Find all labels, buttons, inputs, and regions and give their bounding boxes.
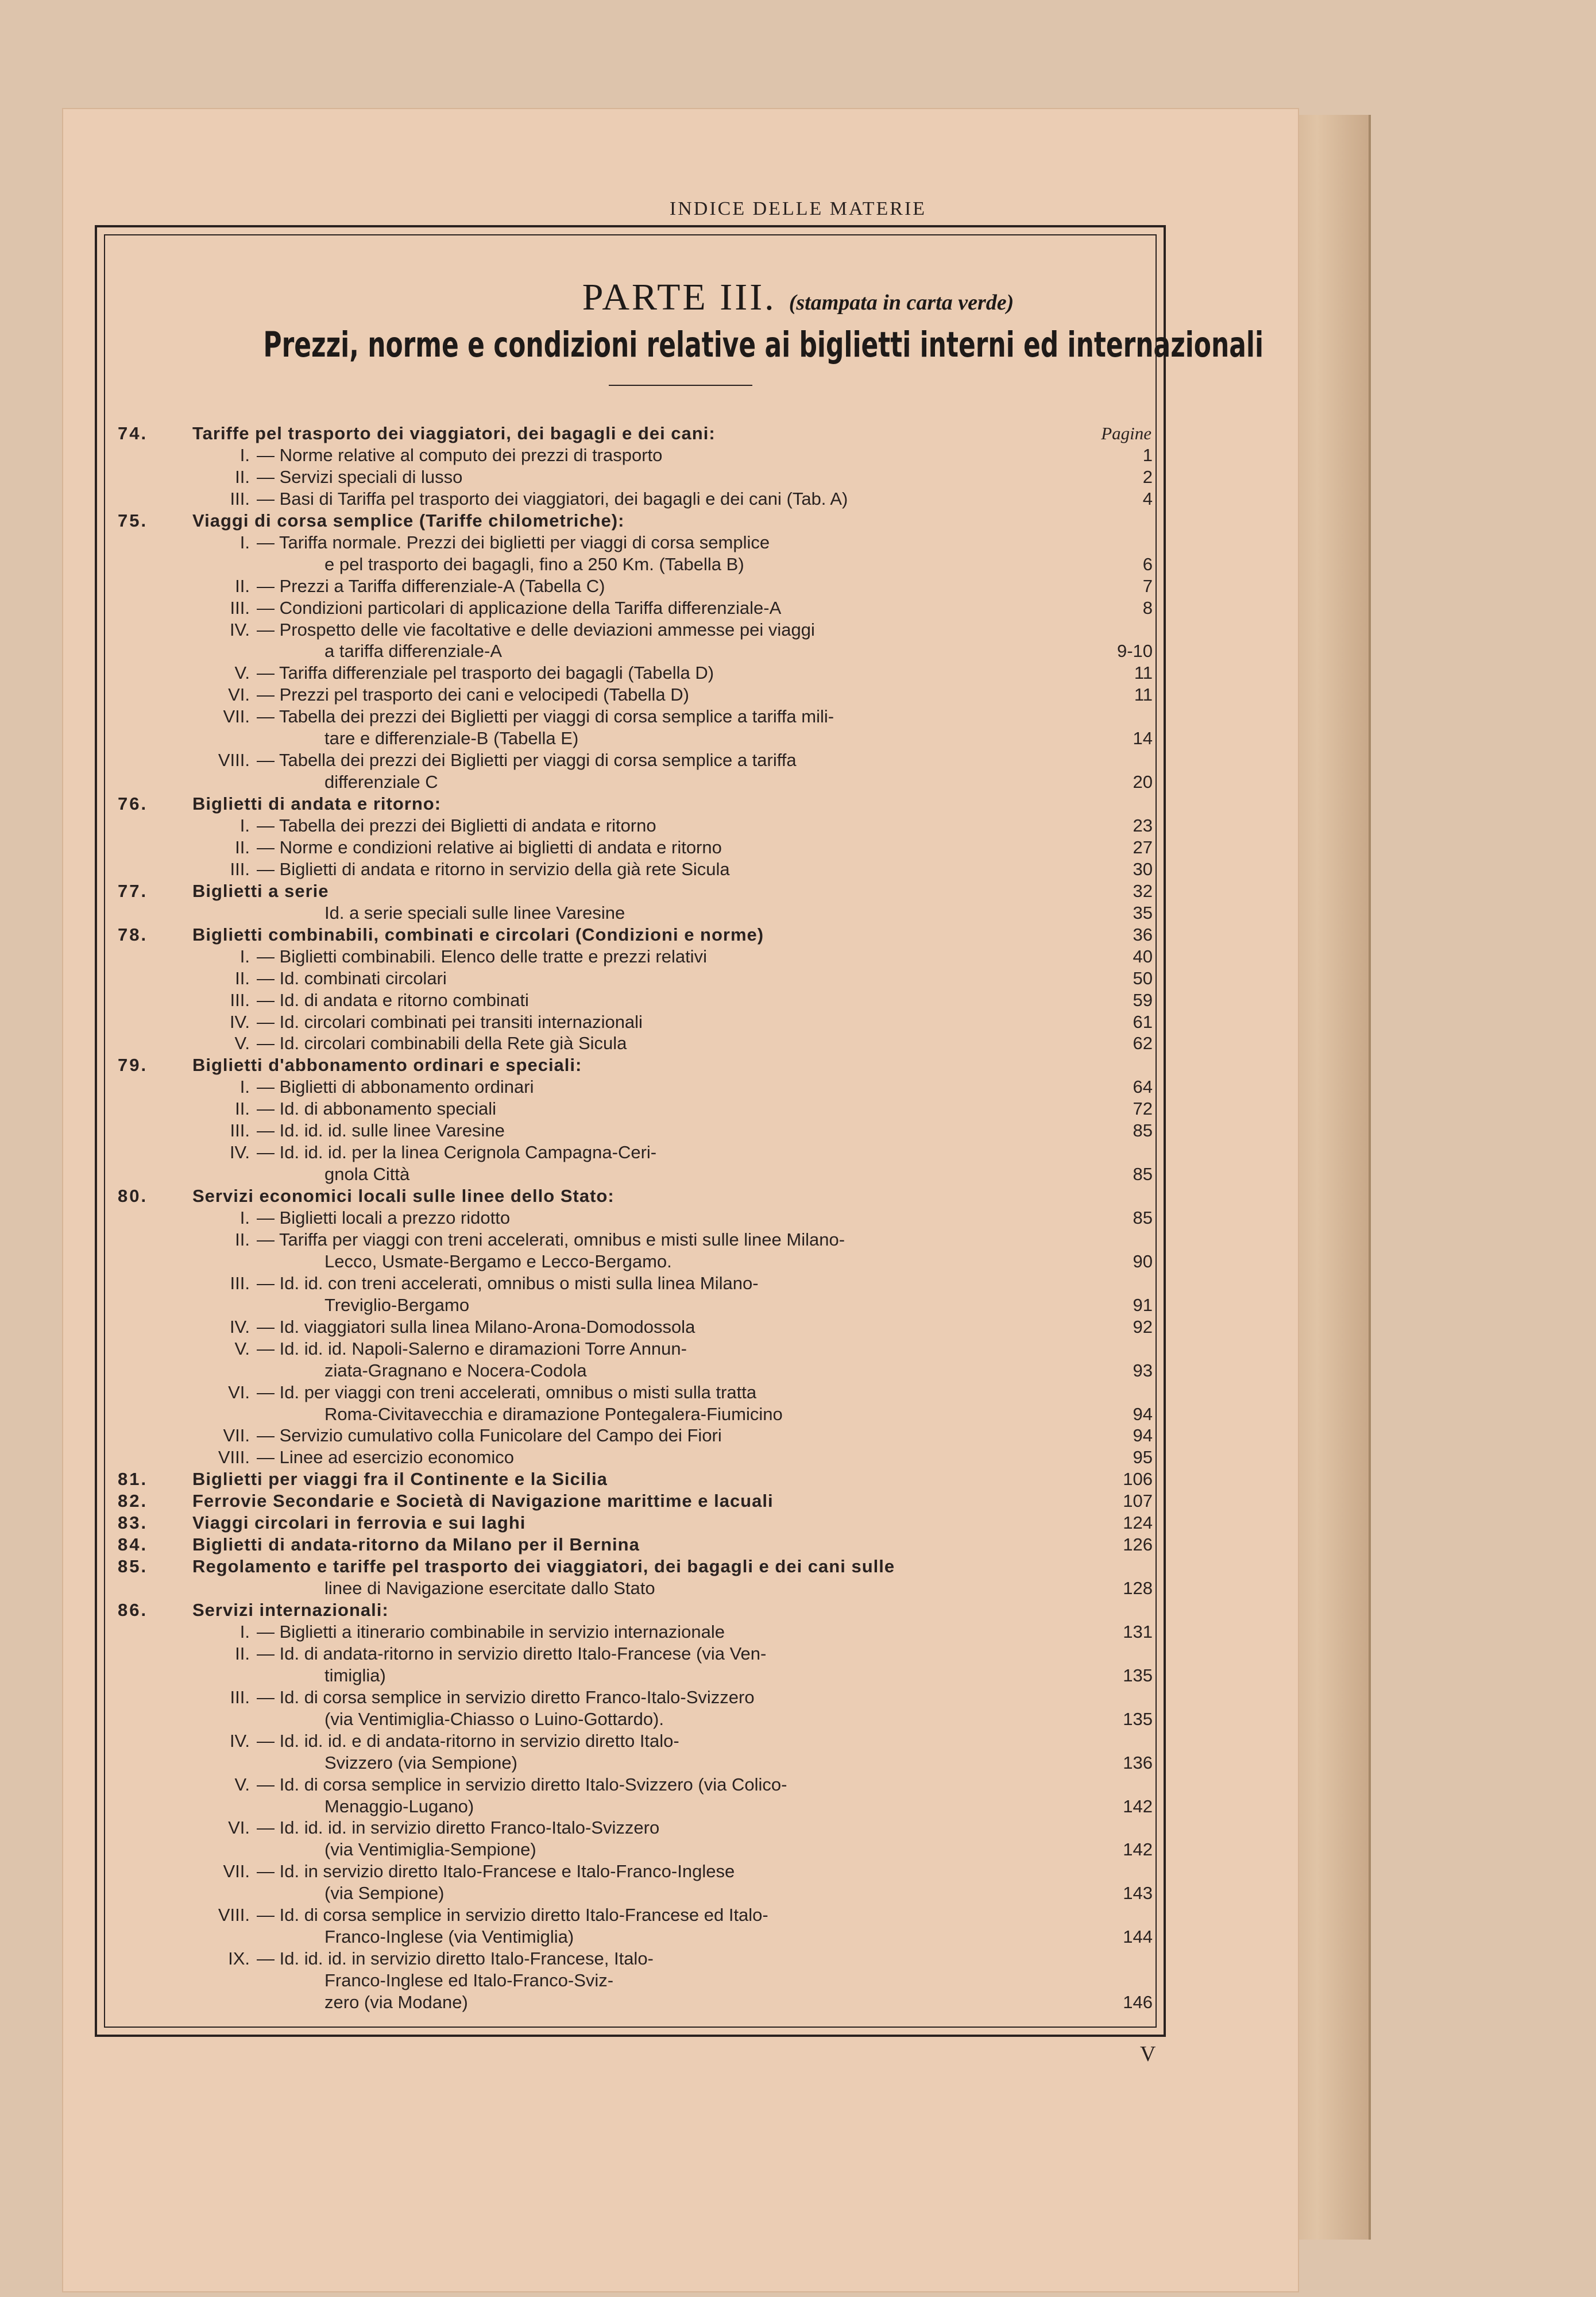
toc-entry-number: VII. [223, 1425, 250, 1446]
toc-entry-title: — Id. combinati circolari [257, 968, 447, 988]
toc-entry-number: III. [230, 597, 250, 618]
toc-entry-title: linee di Navigazione esercitate dallo Stato [324, 1578, 655, 1599]
toc-entry [118, 902, 1157, 925]
toc-entry-number: V. [234, 1774, 250, 1795]
toc-page-number: 94 [1133, 1425, 1153, 1446]
toc-entry-number: II. [235, 1643, 250, 1664]
toc-entry-title: Franco-Inglese (via Ventimiglia) [324, 1927, 574, 1947]
toc-entry-title: Lecco, Usmate-Bergamo e Lecco-Bergamo. [324, 1251, 672, 1271]
toc-entry-title: — Biglietti a itinerario combinabile in servizio internazionale [257, 1621, 725, 1642]
toc-entry-title: — Prezzi a Tariffa differenziale-A (Tabella C) [257, 575, 605, 596]
toc-entry-title: Viaggi di corsa semplice (Tariffe chilometriche): [192, 510, 625, 531]
toc-entry [118, 1599, 1157, 1622]
toc-entry-number: IV. [229, 1316, 250, 1337]
toc-page-number: 20 [1133, 772, 1153, 792]
toc-entry-number: V. [234, 1033, 250, 1054]
toc-entry-title: — Id. circolari combinabili della Rete già Sicula [257, 1033, 627, 1054]
toc-entry-title: tare e differenziale-B (Tabella E) [324, 728, 579, 749]
toc-entry-number: I. [239, 1208, 250, 1228]
toc-entry-number: IV. [229, 619, 250, 640]
toc-entry-title: — Id. di corsa semplice in servizio diretto Italo-Svizzero (via Colico- [257, 1774, 787, 1795]
toc-page-number: 144 [1123, 1927, 1153, 1947]
toc-entry [118, 727, 1157, 750]
toc-entry-title: Franco-Inglese ed Italo-Franco-Sviz- [324, 1970, 614, 1991]
toc-page-number: 36 [1133, 924, 1153, 945]
toc-entry [118, 683, 1157, 706]
toc-page-number: 131 [1123, 1621, 1153, 1642]
toc-page-number: 93 [1133, 1360, 1153, 1380]
toc-entry-title: Biglietti combinabili, combinati e circolari (Condizioni e norme) [192, 924, 764, 945]
toc-entry-title: Ferrovie Secondarie e Società di Navigazione marittime e lacuali [192, 1491, 774, 1511]
toc-entry-number: 78. [118, 924, 148, 945]
toc-entry [118, 1403, 1157, 1426]
toc-entry-number: 80. [118, 1186, 148, 1206]
toc-entry-title: — Basi di Tariffa pel trasporto dei viaggiatori, dei bagagli e dei cani (Tab. A) [257, 488, 848, 509]
part-number: PARTE III. [582, 276, 776, 318]
toc-entry-number: VIII. [218, 750, 250, 771]
toc-entry-number: III. [230, 1687, 250, 1707]
toc-entry-title: Servizi internazionali: [192, 1600, 389, 1621]
toc-entry [118, 1969, 1157, 1992]
toc-entry-title: — Linee ad esercizio economico [257, 1447, 515, 1468]
toc-entry [118, 662, 1157, 685]
toc-entry [118, 1686, 1157, 1709]
toc-entry-title: — Id. per viaggi con treni accelerati, omnibus o misti sulla tratta [257, 1382, 757, 1402]
toc-entry-number: IV. [229, 1730, 250, 1751]
toc-entry-number: 75. [118, 510, 148, 531]
toc-entry [118, 531, 1157, 554]
toc-entry [118, 1119, 1157, 1142]
toc-entry [118, 836, 1157, 859]
toc-page-number: 23 [1133, 815, 1153, 836]
toc-entry-number: IX. [228, 1948, 250, 1969]
toc-page-number: 64 [1133, 1077, 1153, 1097]
toc-entry-number: 77. [118, 880, 148, 901]
toc-entry-title: zero (via Modane) [324, 1992, 468, 2013]
toc-page-number: 59 [1133, 989, 1153, 1010]
toc-entry [118, 1206, 1157, 1229]
toc-entry-number: V. [234, 663, 250, 683]
toc-entry-title: Servizi economici locali sulle linee dello Stato: [192, 1186, 615, 1206]
toc-entry [118, 618, 1157, 641]
toc-page-number: 14 [1133, 728, 1153, 749]
toc-entry [118, 1904, 1157, 1927]
toc-page-number: 128 [1123, 1578, 1153, 1599]
toc-entry-title: — Norme e condizioni relative ai biglietti di andata e ritorno [257, 837, 722, 857]
toc-entry [118, 1860, 1157, 1883]
toc-page-number: 124 [1123, 1513, 1153, 1533]
toc-entry [118, 705, 1157, 728]
toc-entry [118, 1751, 1157, 1774]
toc-entry-title: Tariffe pel trasporto dei viaggiatori, dei bagagli e dei cani: [192, 423, 716, 443]
toc-entry [118, 1381, 1157, 1404]
toc-entry-title: timiglia) [324, 1665, 386, 1685]
toc-entry-title: differenziale C [324, 772, 438, 792]
toc-entry-title: — Id. id. con treni accelerati, omnibus o misti sulla linea Milano- [257, 1273, 759, 1293]
toc-entry-title: — Norme relative al computo dei prezzi di trasporto [257, 444, 663, 465]
part-note: (stampata in carta verde) [789, 291, 1014, 315]
toc-page-number: 126 [1123, 1534, 1153, 1555]
toc-page-number: 7 [1142, 575, 1153, 596]
toc-entry [118, 1621, 1157, 1644]
toc-page-number: 30 [1133, 859, 1153, 879]
toc-entry-title: ziata-Gragnano e Nocera-Codola [324, 1360, 587, 1380]
toc-entry-number: II. [235, 1099, 250, 1119]
toc-entry [118, 1141, 1157, 1164]
toc-entry [118, 1490, 1157, 1513]
toc-page-number: 27 [1133, 837, 1153, 857]
toc-entry-title: — Id. id. id. sulle linee Varesine [257, 1120, 505, 1141]
toc-entry-title: — Tabella dei prezzi dei Biglietti per viaggi di corsa semplice a tariffa [257, 750, 797, 771]
toc-entry-number: V. [234, 1338, 250, 1359]
toc-entry-number: III. [230, 859, 250, 879]
toc-entry-number: I. [239, 1077, 250, 1097]
toc-page-number: 85 [1133, 1120, 1153, 1141]
toc-entry-title: — Tariffa per viaggi con treni accelerati, omnibus e misti sulle linee Milano- [257, 1229, 845, 1250]
toc-page-number: 62 [1133, 1033, 1153, 1054]
toc-entry [118, 488, 1157, 511]
toc-entry-title: — Prospetto delle vie facoltative e delle deviazioni ammesse pei viaggi [257, 619, 815, 640]
toc-entry-title: — Condizioni particolari di applicazione della Tariffa differenziale-A [257, 597, 782, 618]
toc-entry [118, 1054, 1157, 1077]
toc-entry-title: — Id. viaggiatori sulla linea Milano-Arona-Domodossola [257, 1316, 695, 1337]
toc-entry-number: VII. [223, 706, 250, 727]
toc-entry [118, 1991, 1157, 2014]
toc-entry-title: Regolamento e tariffe pel trasporto dei viaggiatori, dei bagagli e dei cani sulle [192, 1556, 895, 1577]
part-title [0, 276, 1596, 319]
toc-entry-title: — Biglietti locali a prezzo ridotto [257, 1208, 511, 1228]
toc-entry-title: Menaggio-Lugano) [324, 1796, 474, 1816]
toc-entry-title: — Id. di andata-ritorno in servizio diretto Italo-Francese (via Ven- [257, 1643, 767, 1664]
toc-page-number: 90 [1133, 1251, 1153, 1271]
toc-entry [118, 553, 1157, 576]
toc-entry [118, 1773, 1157, 1796]
toc-entry-title: Svizzero (via Sempione) [324, 1752, 517, 1773]
toc-entry [118, 1359, 1157, 1382]
toc-entry-title: Biglietti di andata e ritorno: [192, 794, 442, 814]
toc-entry-number: II. [235, 575, 250, 596]
toc-page-number: 6 [1142, 554, 1153, 574]
toc-entry [118, 640, 1157, 663]
toc-entry [118, 1708, 1157, 1731]
toc-entry-number: II. [235, 1229, 250, 1250]
toc-entry-number: VI. [228, 685, 250, 705]
toc-entry-number: 84. [118, 1534, 148, 1555]
toc-page-number: 9-10 [1116, 641, 1153, 662]
toc-page-number: 40 [1133, 946, 1153, 966]
toc-page-number: 95 [1133, 1447, 1153, 1468]
toc-entry-title: — Tabella dei prezzi dei Biglietti di andata e ritorno [257, 815, 656, 836]
toc-page-number: 1 [1142, 444, 1153, 465]
toc-entry [118, 1664, 1157, 1687]
toc-entry [118, 1076, 1157, 1099]
toc-entry-title: — Id. id. id. Napoli-Salerno e diramazioni Torre Annun- [257, 1338, 687, 1359]
toc-entry-number: I. [239, 532, 250, 552]
toc-entry [118, 1816, 1157, 1839]
toc-page-number: 11 [1134, 685, 1153, 705]
toc-entry [118, 466, 1157, 489]
toc-entry-number: I. [239, 444, 250, 465]
toc-entry-title: — Id. id. id. in servizio diretto Italo-Francese, Italo- [257, 1948, 654, 1969]
toc-entry [118, 967, 1157, 990]
toc-entry [118, 1555, 1157, 1578]
toc-entry-title: Biglietti a serie [192, 880, 329, 901]
toc-entry [118, 1032, 1157, 1055]
toc-entry [118, 1577, 1157, 1600]
pages-column-label: Pagine [1101, 423, 1151, 443]
toc-entry-title: — Biglietti di andata e ritorno in servizio della già rete Sicula [257, 859, 730, 879]
toc-entry [118, 1163, 1157, 1186]
toc-entry-number: VIII. [218, 1905, 250, 1925]
toc-entry [118, 1250, 1157, 1273]
toc-entry-number: IV. [229, 1142, 250, 1163]
toc-entry [118, 509, 1157, 532]
toc-entry-number: II. [235, 466, 250, 487]
toc-entry-number: 76. [118, 794, 148, 814]
toc-entry-number: I. [239, 946, 250, 966]
toc-entry-title: — Servizio cumulativo colla Funicolare del Campo dei Fiori [257, 1425, 722, 1446]
toc-entry-title: — Tariffa differenziale pel trasporto dei bagagli (Tabella D) [257, 663, 714, 683]
toc-entry [118, 1316, 1157, 1339]
toc-entry-title: Biglietti d'abbonamento ordinari e speciali: [192, 1055, 582, 1076]
toc-entry [118, 792, 1157, 815]
toc-entry-title: a tariffa differenziale-A [324, 641, 503, 662]
toc-entry-title: — Servizi speciali di lusso [257, 466, 463, 487]
toc-entry [118, 1533, 1157, 1556]
toc-page-number: 11 [1134, 663, 1153, 683]
toc-entry [118, 1446, 1157, 1469]
toc-entry-number: II. [235, 837, 250, 857]
toc-page-number: 8 [1142, 597, 1153, 618]
toc-entry-number: VII. [223, 1861, 250, 1882]
section-heading: Prezzi, norme e condizioni relative ai biglietti interni ed internazionali [263, 324, 1264, 365]
toc-entry [118, 1642, 1157, 1665]
toc-entry [118, 771, 1157, 794]
toc-page-number: 106 [1123, 1469, 1153, 1490]
toc-entry [118, 597, 1157, 620]
toc-page-number: 32 [1133, 880, 1153, 901]
toc-page-number: 72 [1133, 1099, 1153, 1119]
toc-entry [118, 1882, 1157, 1905]
toc-entry [118, 1947, 1157, 1970]
toc-entry-number: III. [230, 989, 250, 1010]
toc-entry-title: (via Sempione) [324, 1883, 445, 1904]
toc-entry [118, 814, 1157, 837]
toc-entry-title: — Tariffa normale. Prezzi dei biglietti per viaggi di corsa semplice [257, 532, 770, 552]
toc-entry [118, 945, 1157, 968]
toc-page-number: 142 [1123, 1796, 1153, 1816]
toc-entry-number: 83. [118, 1513, 148, 1533]
toc-entry [118, 1468, 1157, 1491]
toc-entry-number: III. [230, 1273, 250, 1293]
toc-page-number: 135 [1123, 1708, 1153, 1729]
toc-entry-number: VI. [228, 1818, 250, 1838]
toc-entry-title: Biglietti di andata-ritorno da Milano per il Bernina [192, 1534, 640, 1555]
toc-entry-title: — Id. id. id. per la linea Cerignola Campagna-Ceri- [257, 1142, 657, 1163]
toc-entry-number: 86. [118, 1600, 148, 1621]
toc-entry-number: IV. [229, 1011, 250, 1032]
toc-entry-title: Roma-Civitavecchia e diramazione Pontegalera-Fiumicino [324, 1403, 783, 1424]
toc-entry-number: I. [239, 815, 250, 836]
toc-page-number: 92 [1133, 1316, 1153, 1337]
toc-entry-title: — Biglietti combinabili. Elenco delle tratte e prezzi relativi [257, 946, 707, 966]
toc-entry-title: (via Ventimiglia-Chiasso o Luino-Gottardo). [324, 1708, 664, 1729]
toc-entry-title: — Id. di corsa semplice in servizio diretto Italo-Francese ed Italo- [257, 1905, 768, 1925]
toc-entry [118, 1337, 1157, 1360]
toc-entry-title: — Id. di corsa semplice in servizio diretto Franco-Italo-Svizzero [257, 1687, 755, 1707]
running-title: INDICE DELLE MATERIE [669, 198, 927, 219]
toc-entry-number: 79. [118, 1055, 148, 1076]
toc-entry [118, 1294, 1157, 1317]
toc-entry [118, 858, 1157, 881]
toc-entry-title: — Id. circolari combinati pei transiti internazionali [257, 1011, 643, 1032]
toc-entry [118, 422, 1157, 445]
toc-entry [118, 880, 1157, 903]
toc-entry [118, 575, 1157, 598]
toc-entry [118, 1185, 1157, 1208]
toc-page-number: 107 [1123, 1491, 1153, 1511]
toc-page-number: 50 [1133, 968, 1153, 988]
toc-page-number: 142 [1123, 1839, 1153, 1860]
toc-entry [118, 923, 1157, 946]
title-rule [609, 385, 752, 386]
toc-entry-title: — Id. in servizio diretto Italo-Francese e Italo-Franco-Inglese [257, 1861, 735, 1882]
page-folio: V [1140, 2042, 1156, 2066]
toc-entry-number: I. [239, 1621, 250, 1642]
toc-entry-number: III. [230, 1120, 250, 1141]
toc-entry-title: gnola Città [324, 1164, 410, 1185]
toc-entry-title: Viaggi circolari in ferrovia e sui laghi [192, 1513, 526, 1533]
toc-entry [118, 1424, 1157, 1447]
toc-entry-number: 85. [118, 1556, 148, 1577]
toc-entry-number: VIII. [218, 1447, 250, 1468]
toc-entry [118, 989, 1157, 1012]
toc-entry-title: — Id. di andata e ritorno combinati [257, 989, 529, 1010]
toc-page-number: 136 [1123, 1752, 1153, 1773]
toc-entry [118, 1838, 1157, 1861]
toc-page-number: 35 [1133, 902, 1153, 923]
toc-entry [118, 749, 1157, 772]
toc-page-number: 4 [1142, 488, 1153, 509]
toc-entry-number: II. [235, 968, 250, 988]
toc-entry [118, 1011, 1157, 1034]
toc-entry [118, 444, 1157, 467]
toc-entry [118, 1272, 1157, 1295]
toc-entry [118, 1511, 1157, 1534]
toc-entry-title: — Tabella dei prezzi dei Biglietti per viaggi di corsa semplice a tariffa mili- [257, 706, 834, 727]
toc-page-number: 146 [1123, 1992, 1153, 2013]
toc-page-number: 94 [1133, 1403, 1153, 1424]
toc-entry-number: 74. [118, 423, 148, 443]
toc-entry-number: VI. [228, 1382, 250, 1402]
toc-entry-title: — Prezzi pel trasporto dei cani e velocipedi (Tabella D) [257, 685, 689, 705]
toc-entry-number: 81. [118, 1469, 148, 1490]
toc-entry-title: Id. a serie speciali sulle linee Varesine [324, 902, 625, 923]
toc-entry [118, 1795, 1157, 1818]
toc-entry [118, 1097, 1157, 1120]
toc-entry-title: — Biglietti di abbonamento ordinari [257, 1077, 534, 1097]
toc-page-number: 2 [1142, 466, 1153, 487]
toc-entry [118, 1730, 1157, 1753]
toc-page-number: 91 [1133, 1294, 1153, 1315]
toc-page-number: 135 [1123, 1665, 1153, 1685]
toc-entry-title: Treviglio-Bergamo [324, 1294, 470, 1315]
toc-entry-title: Biglietti per viaggi fra il Continente e la Sicilia [192, 1469, 608, 1490]
toc-page-number: 143 [1123, 1883, 1153, 1904]
toc-entry [118, 1925, 1157, 1948]
toc-page-number: 85 [1133, 1208, 1153, 1228]
toc-entry-title: e pel trasporto dei bagagli, fino a 250 Km. (Tabella B) [324, 554, 744, 574]
toc-entry-number: 82. [118, 1491, 148, 1511]
toc-entry-title: — Id. di abbonamento speciali [257, 1099, 497, 1119]
toc-entry-title: — Id. id. id. in servizio diretto Franco-Italo-Svizzero [257, 1818, 660, 1838]
toc-entry [118, 1228, 1157, 1251]
toc-page-number: 85 [1133, 1164, 1153, 1185]
toc-entry-number: III. [230, 488, 250, 509]
toc-entry-title: (via Ventimiglia-Sempione) [324, 1839, 536, 1860]
toc-entry-title: — Id. id. id. e di andata-ritorno in servizio diretto Italo- [257, 1730, 679, 1751]
toc-page-number: 61 [1133, 1011, 1153, 1032]
